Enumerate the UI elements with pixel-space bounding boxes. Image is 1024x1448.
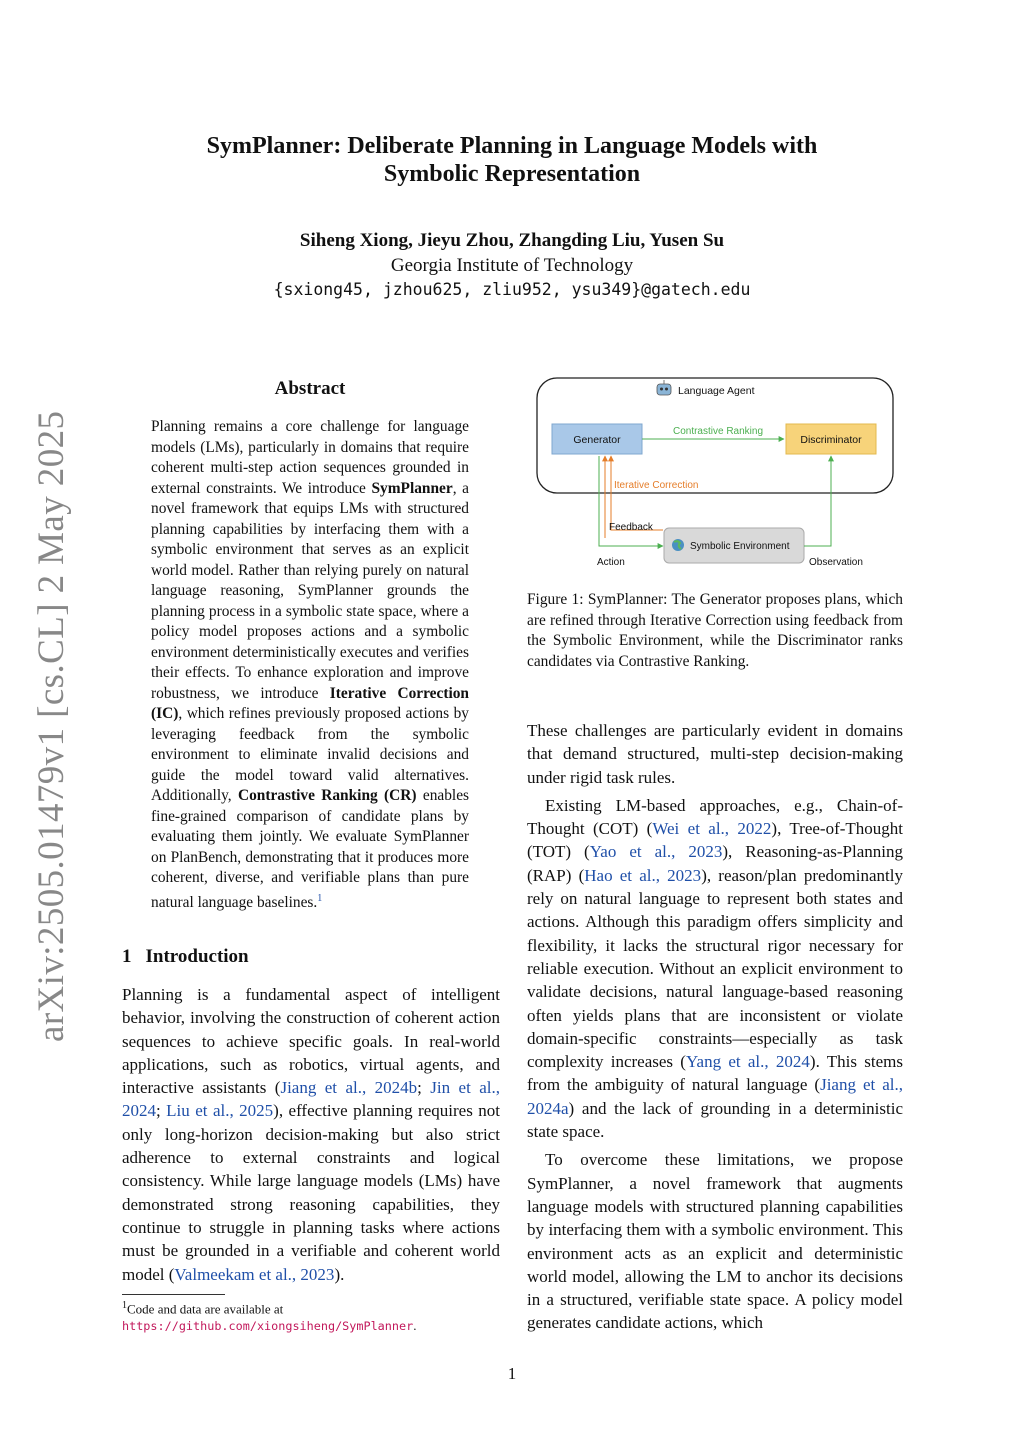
- section-heading: 1 Introduction: [122, 946, 249, 967]
- citation-link[interactable]: Valmeekam et al., 2023: [174, 1264, 335, 1284]
- citation-link[interactable]: Yao et al., 2023: [589, 842, 723, 862]
- arxiv-side-label: arXiv:2505.01479v1 [cs.CL] 2 May 2025: [31, 410, 72, 1042]
- paragraph: To overcome these limitations, we propose SymPlanner, a novel framework that augments language models with structured planning capabilities by interfacing them with a symbolic environment. This environment acts as an explicit and deterministic world model, allowing the LM to anchor its decisions in a structured, verifiable state space. A policy model generates candidate actions, which: [527, 1150, 903, 1333]
- figure-1-diagram: [527, 370, 903, 575]
- abstract-heading: Abstract: [274, 378, 346, 399]
- authors: Siheng Xiong, Jieyu Zhou, Zhangding Liu, Yusen Su: [299, 230, 725, 251]
- robot-icon: [657, 380, 671, 395]
- page-number: 1: [507, 1364, 517, 1383]
- footnote-rule: [122, 1294, 225, 1295]
- abstract-text: Planning remains a core challenge for language models (LMs), particularly in domains that require coherent multi-step action sequences grounded in external constraints. We introduce SymPlanner, a novel framework that equips LMs with structured planning capabilities by interfacing them with a symbolic environment that serves as an explicit world model. Rather than relying purely on natural language reasoning, SymPlanner grounds the planning process in a symbolic state space, where a policy model proposes actions and a symbolic environment deterministically executes and verifies their effects. To enhance exploration and improve robustness, we introduce Iterative Correction (IC), which refines previously proposed actions by leveraging feedback from the symbolic environment to eliminate invalid decisions and guide the model toward valid alternatives. Additionally, Contrastive Ranking (CR) enables fine-grained comparison of candidate plans by evaluating them jointly. We evaluate SymPlanner on PlanBench, demonstrating that it produces more coherent, diverse, and verifiable plans than pure natural language baselines.$^1$: [151, 418, 470, 911]
- intro-paragraph: Planning is a fundamental aspect of intelligent behavior, involving the construction of coherent action sequences to achieve specific goals. In real-world applications, such as robotics, virtual agents, and interactive assistants (Jiang et al., 2024b; Jin et al., 2024; Liu et al., 2025), effective planning requires not only long-horizon decision-making but also strict adherence to external constraints and logical consistency. While large language models (LMs) have demonstrated strong reasoning capabilities, they continue to struggle in planning tasks where actions must be grounded in a verifiable and coherent world model (Valmeekam et al., 2023).: [122, 985, 500, 1284]
- citation-link[interactable]: Hao et al., 2023: [584, 865, 702, 885]
- paragraph: Existing LM-based approaches, e.g., Chain-of-Thought (COT) (Wei et al., 2022), Tree-of-Thought (TOT) (Yao et al., 2023), Reasoning-as-Planning (RAP) (Hao et al., 2023), reason/plan predominantly rely on natural language to represent both states and actions. Although this paradigm offers simplicity and flexibility, it lacks the structural rigor necessary for reliable execution. Without an explicit environment to validate decisions, natural language-based reasoning often yields plans that are inconsistent or violate domain-specific constraints—especially as task complexity increases (Yang et al., 2024). This stems from the ambiguity of natural language (Jiang et al., 2024a) and the lack of grounding in a deterministic state space.: [527, 795, 904, 1142]
- citation-link[interactable]: Jiang et al., 2024a: [527, 1075, 903, 1118]
- environment-label: Symbolic Environment: [690, 541, 790, 552]
- citation-link[interactable]: Yang et al., 2024: [685, 1052, 810, 1072]
- action-label: Action: [597, 557, 625, 568]
- discriminator-label: Discriminator: [800, 434, 862, 446]
- generator-label: Generator: [573, 434, 621, 446]
- citation-link[interactable]: Liu et al., 2025: [166, 1101, 274, 1121]
- affiliation: Georgia Institute of Technology: [390, 255, 634, 276]
- feedback-label: Feedback: [609, 522, 653, 533]
- footnote: $^1$Code and data are available at https://github.com/xiongsiheng/SymPlanner.: [122, 1300, 417, 1334]
- citation-link[interactable]: Wei et al., 2022: [652, 819, 772, 839]
- paper-title: [0, 132, 1024, 188]
- iterative-correction-label: Iterative Correction: [614, 480, 699, 491]
- footnote-marker[interactable]: 1: [317, 892, 323, 904]
- agent-label: Language Agent: [678, 385, 755, 397]
- citation-link[interactable]: Jiang et al., 2024b: [280, 1078, 418, 1098]
- code-url-link[interactable]: https://github.com/xiongsiheng/SymPlanner: [122, 1319, 414, 1334]
- email: {sxiong45, jzhou625, zliu952, ysu349}@gatech.edu: [273, 280, 751, 299]
- title-line-1: SymPlanner: Deliberate Planning in Language Models with: [206, 133, 818, 159]
- contrastive-ranking-label: Contrastive Ranking: [672, 426, 764, 437]
- title-line-2: Symbolic Representation: [383, 161, 641, 187]
- paragraph: These challenges are particularly evident in domains that demand structured, multi-step decision-making under rigid task rules.: [527, 721, 903, 787]
- citation-link[interactable]: Jin et al., 2024: [122, 1078, 500, 1121]
- right-column-text: [527, 719, 903, 1340]
- observation-label: Observation: [809, 557, 863, 568]
- globe-icon: [672, 539, 684, 551]
- figure-caption: Figure 1: SymPlanner: The Generator proposes plans, which are refined through Iterative Correction using feedback from the Symbolic Environment, while the Discriminator ranks candidates via Contrastive Ranking.: [527, 591, 903, 670]
